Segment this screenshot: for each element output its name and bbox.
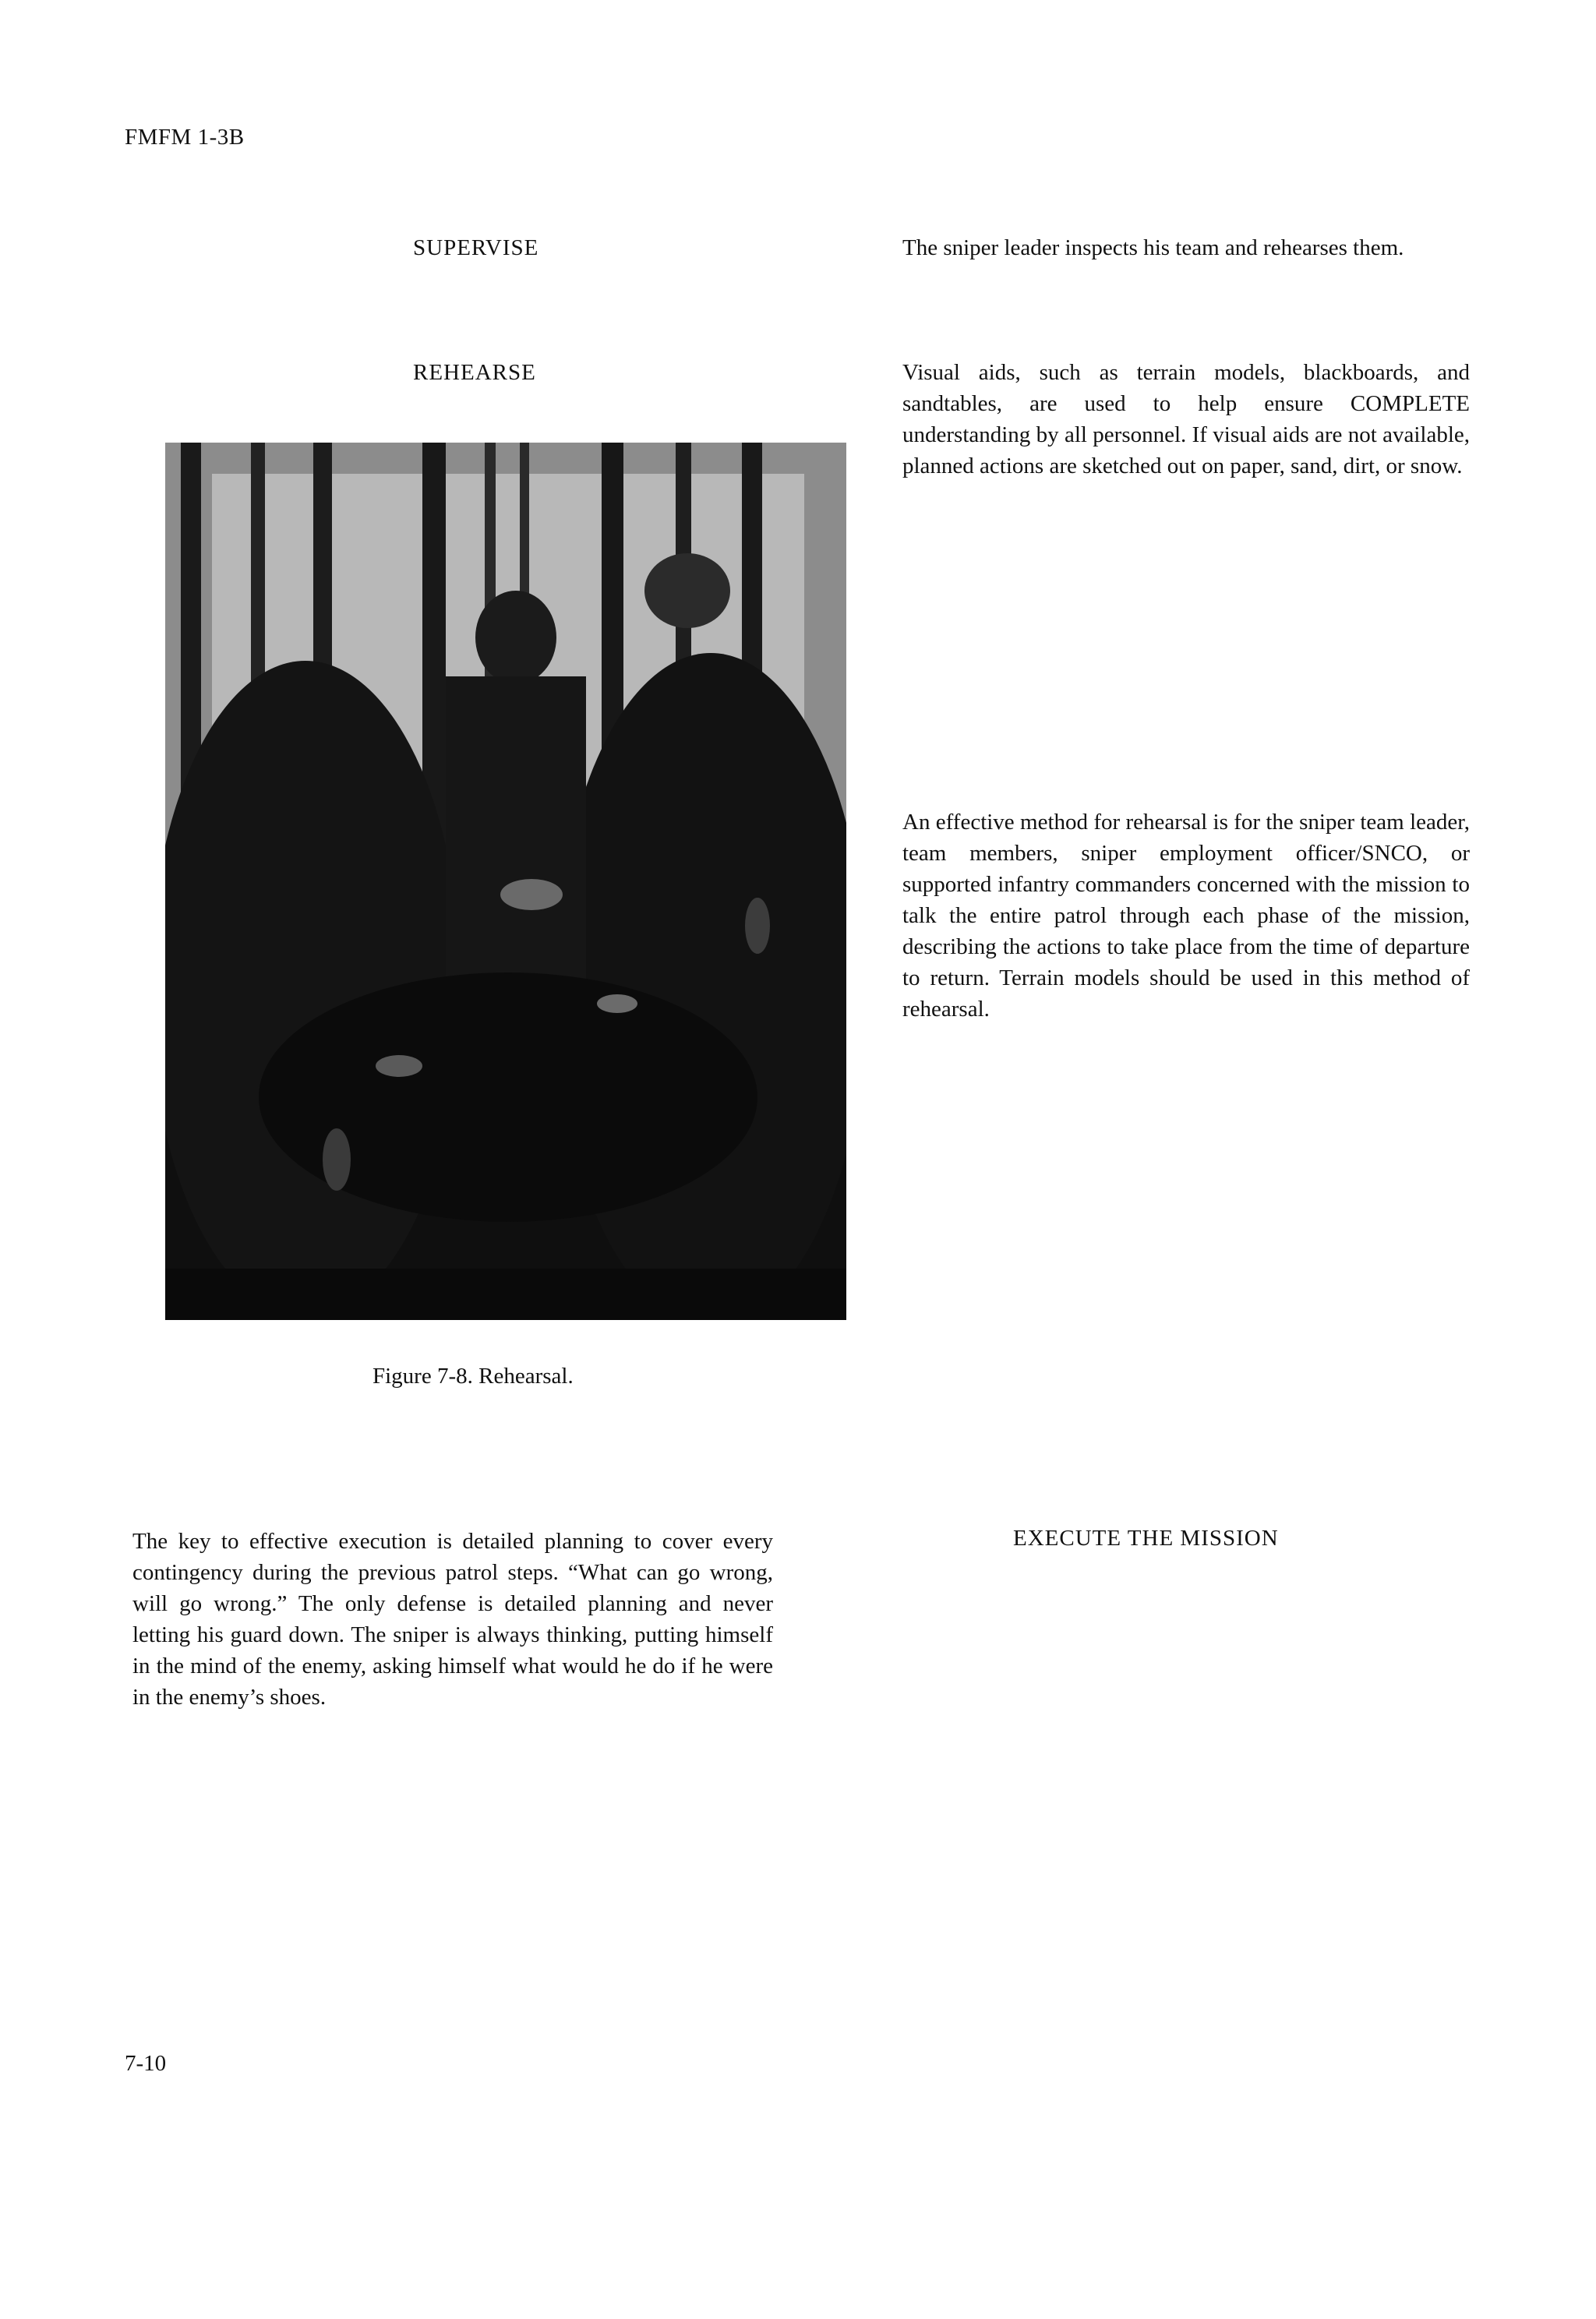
rehearse-text-visual-aids: Visual aids, such as terrain models, blackboards, and sandtables, are used to help ensure COMPLETE understanding by all personnel. If visual aids are not available, planned actions are sketched out on paper, sand, dirt, or snow. bbox=[902, 360, 1470, 478]
document-id: FMFM 1-3B bbox=[125, 125, 245, 150]
page-number: 7-10 bbox=[125, 2051, 167, 2076]
rehearsal-photo bbox=[165, 443, 846, 1320]
figure-caption: Figure 7-8. Rehearsal. bbox=[373, 1364, 574, 1389]
rehearsal-photo-image bbox=[165, 443, 846, 1320]
execute-text: The key to effective execution is detailed planning to cover every contingency during the previous patrol steps. “What can go wrong, will go wrong.” The only defense is detailed planning and never letting his guard down. The sniper is always thinking, putting himself in the mind of the enemy, asking himself what would he do if he were in the enemy’s shoes. bbox=[132, 1529, 773, 1710]
heading-execute-the-mission: EXECUTE THE MISSION bbox=[1013, 1526, 1279, 1551]
supervise-text: The sniper leader inspects his team and rehearses them. bbox=[902, 235, 1404, 260]
heading-supervise: SUPERVISE bbox=[413, 235, 539, 260]
rehearse-text-method: An effective method for rehearsal is for the sniper team leader, team members, sniper employment officer/SNCO, or supported infantry commanders concerned with the mission to talk the entire patrol through each phase of the mission, describing the actions to take place from the time of departure to return. Terrain models should be used in this method of rehearsal. bbox=[902, 810, 1470, 1022]
heading-rehearse: REHEARSE bbox=[413, 360, 536, 385]
